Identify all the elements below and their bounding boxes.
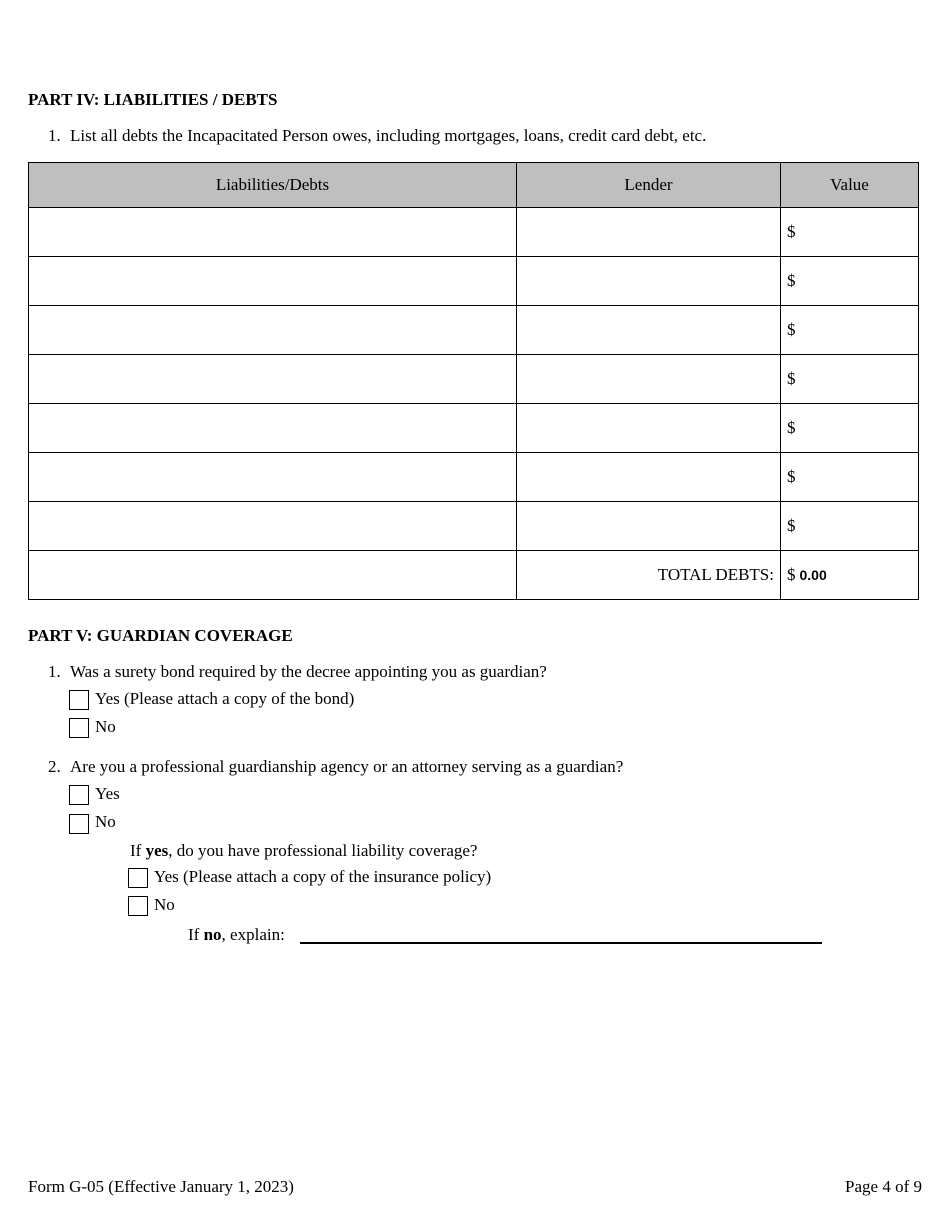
lender-cell[interactable] — [517, 502, 781, 551]
lender-cell[interactable] — [517, 306, 781, 355]
table-row — [29, 208, 919, 257]
lender-cell[interactable] — [517, 257, 781, 306]
table-row — [29, 404, 919, 453]
table-row — [29, 355, 919, 404]
currency-symbol: $ — [787, 418, 796, 437]
q1-yes-checkbox[interactable] — [69, 690, 89, 710]
column-header-debts: Liabilities/Debts — [29, 163, 517, 208]
question-1 — [48, 662, 547, 682]
followup-prefix: If — [130, 841, 146, 860]
value-cell[interactable] — [781, 502, 919, 551]
currency-symbol: $ — [787, 271, 796, 290]
followup-no-label: No — [154, 895, 175, 914]
total-debts-cell[interactable] — [781, 551, 919, 600]
column-header-value: Value — [781, 163, 919, 208]
currency-symbol: $ — [787, 320, 796, 339]
page-number: Page 4 of 9 — [845, 1177, 922, 1196]
form-id: Form G-05 (Effective January 1, 2023) — [28, 1177, 294, 1196]
debt-cell[interactable] — [29, 306, 517, 355]
explain-bold: no — [203, 925, 222, 944]
q2-yes-label: Yes — [95, 784, 120, 803]
table-header-row — [29, 163, 919, 208]
question-1-number: 1. — [48, 662, 61, 681]
explain-label — [188, 925, 285, 945]
explain-input-line[interactable] — [300, 942, 822, 944]
q1-no-checkbox[interactable] — [69, 718, 89, 738]
question-2-number: 2. — [48, 757, 61, 776]
table-row — [29, 257, 919, 306]
question-1-text: Was a surety bond required by the decree appointing you as guardian? — [70, 662, 547, 681]
value-cell[interactable] — [781, 257, 919, 306]
followup-no-checkbox[interactable] — [128, 896, 148, 916]
debt-cell[interactable] — [29, 404, 517, 453]
question-2-text: Are you a professional guardianship agency or an attorney serving as a guardian? — [70, 757, 624, 776]
lender-cell[interactable] — [517, 355, 781, 404]
currency-symbol: $ — [787, 516, 796, 535]
debt-cell[interactable] — [29, 257, 517, 306]
value-cell[interactable] — [781, 306, 919, 355]
currency-symbol: $ — [787, 467, 796, 486]
value-cell[interactable] — [781, 208, 919, 257]
debt-cell[interactable] — [29, 502, 517, 551]
lender-cell[interactable] — [517, 453, 781, 502]
debt-cell[interactable] — [29, 208, 517, 257]
instruction-text: List all debts the Incapacitated Person owes, including mortgages, loans, credit card debt, etc. — [70, 126, 707, 145]
instruction-number: 1. — [48, 126, 61, 145]
total-row — [29, 551, 919, 600]
value-cell[interactable] — [781, 453, 919, 502]
currency-symbol: $ — [787, 369, 796, 388]
explain-prefix: If — [188, 925, 204, 944]
q2-yes-checkbox[interactable] — [69, 785, 89, 805]
total-debts-label: TOTAL DEBTS: — [517, 551, 781, 600]
followup-yes-checkbox[interactable] — [128, 868, 148, 888]
column-header-lender: Lender — [517, 163, 781, 208]
part4-instruction — [48, 126, 706, 146]
total-debts-value: 0.00 — [799, 567, 827, 583]
table-row — [29, 502, 919, 551]
q2-no-label: No — [95, 812, 116, 831]
followup-bold: yes — [145, 841, 169, 860]
debts-table — [28, 162, 919, 600]
table-row — [29, 306, 919, 355]
followup-question — [130, 841, 477, 861]
table-row — [29, 453, 919, 502]
value-cell[interactable] — [781, 404, 919, 453]
explain-rest: , explain: — [221, 925, 285, 944]
question-2 — [48, 757, 623, 777]
lender-cell[interactable] — [517, 404, 781, 453]
followup-rest: , do you have professional liability coverage? — [168, 841, 478, 860]
followup-yes-label: Yes (Please attach a copy of the insurance policy) — [154, 867, 492, 886]
q2-no-checkbox[interactable] — [69, 814, 89, 834]
part5-heading: PART V: GUARDIAN COVERAGE — [28, 626, 293, 645]
value-cell[interactable] — [781, 355, 919, 404]
total-blank-cell — [29, 551, 517, 600]
q1-no-label: No — [95, 717, 116, 736]
part4-heading: PART IV: LIABILITIES / DEBTS — [28, 90, 278, 109]
lender-cell[interactable] — [517, 208, 781, 257]
currency-symbol: $ — [787, 565, 796, 584]
q1-yes-label: Yes (Please attach a copy of the bond) — [95, 689, 355, 708]
debt-cell[interactable] — [29, 355, 517, 404]
debt-cell[interactable] — [29, 453, 517, 502]
currency-symbol: $ — [787, 222, 796, 241]
